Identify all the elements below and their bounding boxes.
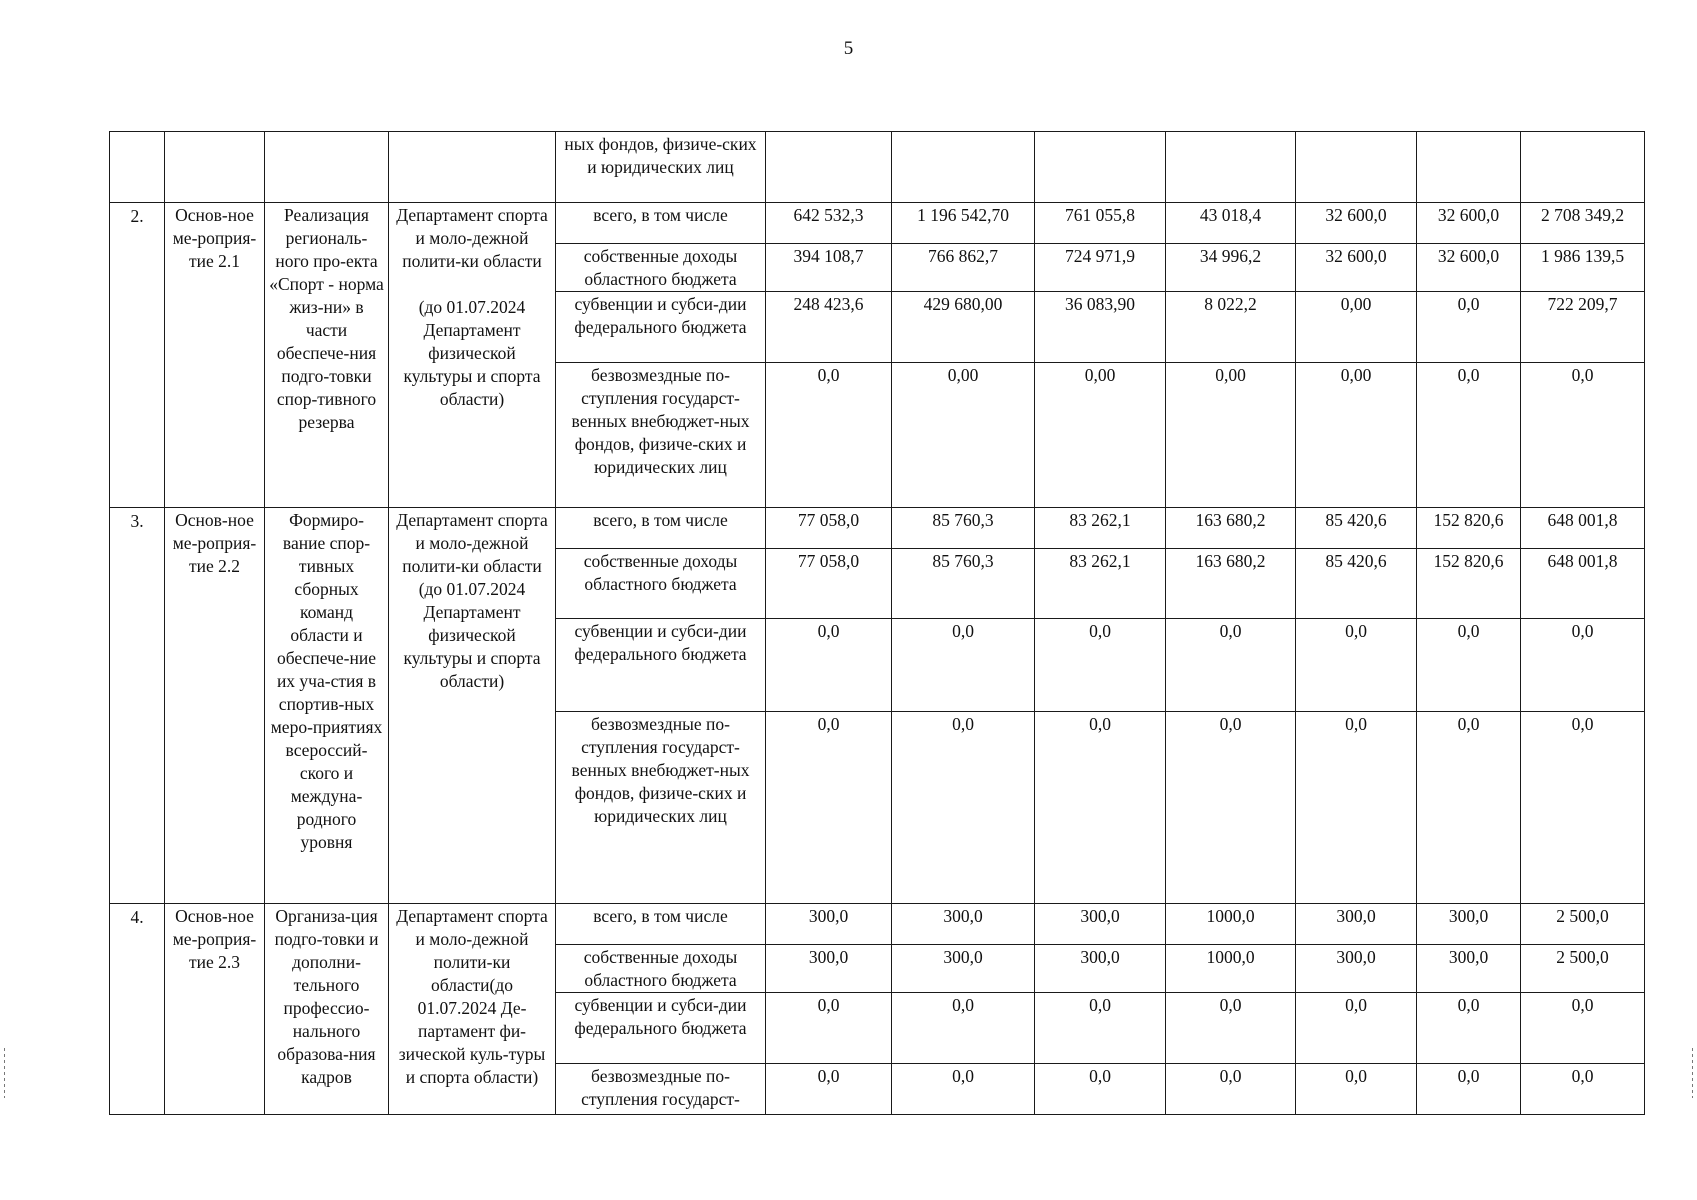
value-cell: 761 055,8 [1035,203,1166,244]
table-row [110,508,1645,549]
cell-empty [389,132,556,203]
value-cell: 36 083,90 [1035,292,1166,363]
value-cell: 83 262,1 [1035,549,1166,619]
value-cell: 152 820,6 [1417,508,1521,549]
value-cell: 0,0 [1521,993,1645,1064]
value-cell: 0,0 [1417,712,1521,904]
funding-source-cell: собственные доходы областного бюджета [556,244,766,292]
cell-empty [892,132,1035,203]
value-cell: 0,0 [1417,1064,1521,1115]
value-cell: 300,0 [1296,945,1417,993]
value-cell: 642 532,3 [766,203,892,244]
value-cell: 429 680,00 [892,292,1035,363]
value-cell: 0,0 [766,993,892,1064]
value-cell: 2 708 349,2 [1521,203,1645,244]
value-cell: 152 820,6 [1417,549,1521,619]
value-cell: 300,0 [766,945,892,993]
cell-empty [766,132,892,203]
value-cell: 85 420,6 [1296,508,1417,549]
value-cell: 0,00 [1166,363,1296,508]
value-cell: 32 600,0 [1296,203,1417,244]
value-cell: 83 262,1 [1035,508,1166,549]
value-cell: 32 600,0 [1296,244,1417,292]
value-cell: 0,0 [1296,619,1417,712]
value-cell: 648 001,8 [1521,549,1645,619]
cell-empty [1521,132,1645,203]
scan-edge-mark [1692,1048,1693,1098]
activity-name: Организа-ция подго-товки и дополни-тельного профессио-нального образова-ния кадров [265,904,389,1115]
budget-table [109,131,1645,1115]
cell-empty [1417,132,1521,203]
value-cell: 0,0 [1166,619,1296,712]
value-cell: 724 971,9 [1035,244,1166,292]
funding-source-cell: ных фондов, физиче-ских и юридических лиц [556,132,766,203]
value-cell: 43 018,4 [1166,203,1296,244]
funding-source-cell: субвенции и субси-дии федерального бюджета [556,993,766,1064]
value-cell: 648 001,8 [1521,508,1645,549]
value-cell: 0,0 [1417,619,1521,712]
value-cell: 766 862,7 [892,244,1035,292]
value-cell: 300,0 [1035,904,1166,945]
activity-name: Формиро-вание спор-тивных сборных команд области и обеспече-ние их уча-стия в спортив-ных меро-приятиях всероссий-ского и междуна-родного уровня [265,508,389,904]
value-cell: 0,0 [1521,363,1645,508]
table-row [110,203,1645,244]
value-cell: 0,0 [1521,712,1645,904]
row-index: 4. [110,904,165,1115]
value-cell: 32 600,0 [1417,244,1521,292]
page-number: 5 [843,38,854,59]
value-cell: 300,0 [1417,904,1521,945]
value-cell: 248 423,6 [766,292,892,363]
value-cell: 77 058,0 [766,508,892,549]
funding-source-cell: всего, в том числе [556,508,766,549]
table-row-continuation [110,132,1645,203]
value-cell: 722 209,7 [1521,292,1645,363]
value-cell: 85 760,3 [892,508,1035,549]
value-cell: 0,0 [766,619,892,712]
value-cell: 0,0 [1417,993,1521,1064]
funding-source-cell: всего, в том числе [556,904,766,945]
value-cell: 0,0 [1166,712,1296,904]
value-cell: 1000,0 [1166,945,1296,993]
value-cell: 300,0 [1417,945,1521,993]
value-cell: 300,0 [1296,904,1417,945]
value-cell: 0,0 [766,712,892,904]
cell-empty [265,132,389,203]
row-index: 3. [110,508,165,904]
value-cell: 163 680,2 [1166,508,1296,549]
executor: Департамент спорта и моло-дежной полити-ки области (до 01.07.2024 Департамент физической культуры и спорта области) [389,203,556,508]
value-cell: 0,00 [892,363,1035,508]
funding-source-cell: субвенции и субси-дии федерального бюджета [556,292,766,363]
value-cell: 0,0 [1521,619,1645,712]
funding-source-cell: субвенции и субси-дии федерального бюджета [556,619,766,712]
activity-status: Основ-ное ме-роприя-тие 2.3 [165,904,265,1115]
funding-source-cell: собственные доходы областного бюджета [556,549,766,619]
funding-source-cell: безвозмездные по-ступления государст- [556,1064,766,1115]
activity-status: Основ-ное ме-роприя-тие 2.1 [165,203,265,508]
value-cell: 85 420,6 [1296,549,1417,619]
value-cell: 0,0 [1296,993,1417,1064]
cell-empty [1296,132,1417,203]
activity-status: Основ-ное ме-роприя-тие 2.2 [165,508,265,904]
value-cell: 300,0 [892,904,1035,945]
value-cell: 0,0 [892,712,1035,904]
value-cell: 0,0 [1035,993,1166,1064]
value-cell: 0,0 [892,619,1035,712]
value-cell: 77 058,0 [766,549,892,619]
row-index: 2. [110,203,165,508]
value-cell: 0,0 [1296,1064,1417,1115]
value-cell: 0,00 [1035,363,1166,508]
value-cell: 0,00 [1296,292,1417,363]
value-cell: 0,0 [1035,712,1166,904]
cell-empty [1166,132,1296,203]
value-cell: 8 022,2 [1166,292,1296,363]
value-cell: 0,0 [1166,1064,1296,1115]
cell-empty [165,132,265,203]
value-cell: 394 108,7 [766,244,892,292]
value-cell: 0,0 [766,363,892,508]
value-cell: 0,0 [1035,619,1166,712]
funding-source-cell: собственные доходы областного бюджета [556,945,766,993]
funding-source-cell: безвозмездные по-ступления государст-венных внебюджет-ных фондов, физиче-ских и юридических лиц [556,363,766,508]
cell-empty [1035,132,1166,203]
value-cell: 1 196 542,70 [892,203,1035,244]
funding-source-cell: безвозмездные по-ступления государст-венных внебюджет-ных фондов, физиче-ских и юридических лиц [556,712,766,904]
value-cell: 34 996,2 [1166,244,1296,292]
cell-empty [110,132,165,203]
value-cell: 300,0 [1035,945,1166,993]
value-cell: 2 500,0 [1521,904,1645,945]
value-cell: 0,0 [1417,292,1521,363]
scan-edge-mark [4,1048,5,1098]
funding-source-cell: всего, в том числе [556,203,766,244]
value-cell: 0,0 [766,1064,892,1115]
value-cell: 0,0 [892,1064,1035,1115]
value-cell: 300,0 [766,904,892,945]
value-cell: 0,0 [1296,712,1417,904]
value-cell: 0,00 [1296,363,1417,508]
value-cell: 2 500,0 [1521,945,1645,993]
value-cell: 85 760,3 [892,549,1035,619]
executor: Департамент спорта и моло-дежной полити-ки области (до 01.07.2024 Департамент физической культуры и спорта области) [389,508,556,904]
value-cell: 1000,0 [1166,904,1296,945]
value-cell: 0,0 [1035,1064,1166,1115]
value-cell: 0,0 [1166,993,1296,1064]
table-row [110,904,1645,945]
value-cell: 0,0 [1521,1064,1645,1115]
value-cell: 163 680,2 [1166,549,1296,619]
value-cell: 300,0 [892,945,1035,993]
value-cell: 0,0 [892,993,1035,1064]
executor: Департамент спорта и моло-дежной полити-ки области(до 01.07.2024 Де-партамент фи-зической куль-туры и спорта области) [389,904,556,1115]
value-cell: 32 600,0 [1417,203,1521,244]
value-cell: 1 986 139,5 [1521,244,1645,292]
activity-name: Реализация региональ-ного про-екта «Спорт - норма жиз-ни» в части обеспече-ния подго-товки спор-тивного резерва [265,203,389,508]
value-cell: 0,0 [1417,363,1521,508]
